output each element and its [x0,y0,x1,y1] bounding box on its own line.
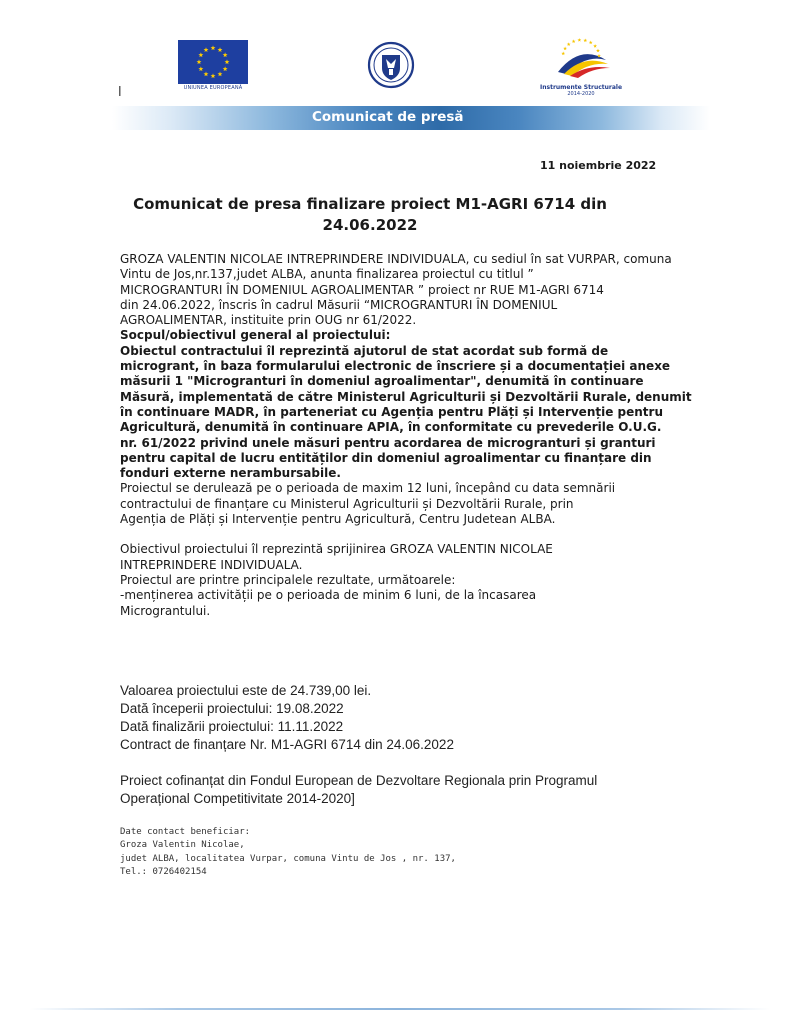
text-line: Agricultură, denumită în continuare APIA, în conformitate cu prevederile O.U.G. [120,420,662,435]
instrumente-structurale-period: 2014-2020 [567,91,595,97]
objective-heading: Socpul/obiectivul general al proiectului: [120,328,391,343]
cofinancing-line: Operațional Competitivitate 2014-2020] [120,791,355,806]
objective-paragraph [120,344,695,482]
instrumente-structurale-logo [540,36,622,100]
document-body [120,252,695,619]
press-release-banner [112,106,710,130]
is-star-icon [567,42,571,46]
text-line: GROZA VALENTIN NICOLAE INTREPRINDERE INDIVIDUALA, cu sediul în sat VURPAR, comuna [120,252,672,266]
text-line: în continuare MADR, în parteneriat cu Agenția pentru Plăți și Intervenție pentru [120,404,663,419]
is-star-icon [583,38,587,42]
financial-details [120,682,695,808]
project-value: Valoarea proiectului este de 24.739,00 lei. [120,683,372,698]
goal-paragraph [120,542,695,618]
text-line: Măsură, implementată de către Ministerul Agriculturii și Dezvoltării Rurale, denumit [120,389,692,404]
eu-logo [178,40,248,90]
contact-line: judet ALBA, localitatea Vurpar, comuna Vintu de Jos , nr. 137, [120,853,456,864]
romanian-government-logo [364,40,418,90]
instrumente-structurale-icon [540,36,622,80]
contact-line: Groza Valentin Nicolae, [120,840,245,851]
project-start-date: Dată începerii proiectului: 19.08.2022 [120,701,344,716]
government-emblem-icon [364,40,418,90]
is-star-icon [561,52,565,56]
text-line: contractului de finanțare cu Ministerul Agriculturii și Dezvoltării Rurale, prin [120,496,574,511]
is-star-icon [563,47,567,51]
contact-line: Date contact beneficiar: [120,827,251,837]
text-line: MICROGRANTURI ÎN DOMENIUL AGROALIMENTAR ” proiect nr RUE M1-AGRI 6714 [120,282,604,297]
text-line: AGROALIMENTAR, instituite prin OUG nr 61/2022. [120,313,417,328]
text-line: -menținerea activității pe o perioada de minim 6 luni, de la încasarea [120,588,537,603]
text-line: din 24.06.2022, înscris în cadrul Măsurii “MICROGRANTURI ÎN DOMENIUL [120,297,558,312]
is-star-icon [593,44,597,48]
project-end-date: Dată finalizării proiectului: 11.11.2022 [120,719,344,734]
text-line: Proiectul se derulează pe o perioada de maxim 12 luni, începând cu data semnării [120,481,616,496]
text-line: Proiectul are printre principalele rezultate, următoarele: [120,572,456,587]
eu-caption: UNIUNEA EUROPEANĂ [183,85,243,91]
title-line: Comunicat de presa finalizare proiect M1-AGRI 6714 din [133,195,607,213]
duration-paragraph [120,481,695,527]
text-line: Obiectivul proiectului îl reprezintă sprijinirea GROZA VALENTIN NICOLAE [120,542,553,557]
title-line: 24.06.2022 [322,216,418,234]
beneficiary-contact [120,826,520,879]
eu-flag-icon [178,40,248,84]
text-line: microgrant, în baza formularului electronic de înscriere și a documentației anexe [120,359,671,374]
contract-number: Contract de finanțare Nr. M1-AGRI 6714 din 24.06.2022 [120,737,454,752]
text-line: Obiectul contractului îl reprezintă ajutorul de stat acordat sub formă de [120,343,609,358]
text-line: fonduri externe nerambursabile. [120,466,341,481]
text-line: Vintu de Jos,nr.137,judet ALBA, anunta finalizarea proiectul cu titlul ” [120,267,534,282]
intro-paragraph [120,252,695,328]
release-date: 11 noiembrie 2022 [540,159,657,172]
text-line: Agenția de Plăți și Intervenție pentru Agricultură, Centru Judetean ALBA. [120,512,556,527]
is-star-icon [596,49,600,53]
banner-title: Comunicat de presă [312,109,464,125]
footer-divider [30,1008,770,1010]
text-line: INTREPRINDERE INDIVIDUALA. [120,557,303,572]
cofinancing-line: Proiect cofinanțat din Fondul European de Dezvoltare Regionala prin Programul [120,773,598,788]
is-star-icon [589,41,593,45]
text-line: pentru capital de lucru entităților din domeniul agroalimentar cu finanțare din [120,450,652,465]
text-line: măsurii 1 "Microgranturi în domeniul agroalimentar", denumită în continuare [120,374,644,389]
stray-mark: l [118,85,122,100]
instrumente-structurale-caption: Instrumente Structurale [540,84,623,91]
text-line: nr. 61/2022 privind unele măsuri pentru acordarea de microgranturi și granturi [120,435,656,450]
is-star-icon [577,38,581,42]
text-line: Micrograntului. [120,603,211,618]
is-star-icon [572,39,576,43]
document-title [100,194,640,236]
contact-line: Tel.: 0726402154 [120,866,207,877]
